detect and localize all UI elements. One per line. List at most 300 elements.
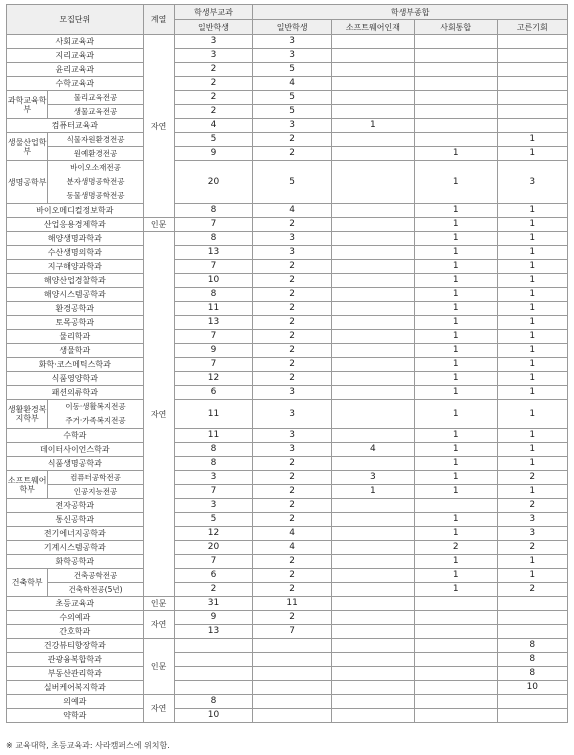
row-value: 1 — [497, 358, 567, 372]
row-group-name: 생명공학부 — [7, 161, 48, 204]
row-value: 20 — [174, 541, 253, 555]
row-value — [331, 597, 414, 611]
row-unit-name: 간호학과 — [7, 625, 144, 639]
row-value — [414, 49, 497, 63]
row-group-name: 건축학부 — [7, 569, 48, 597]
row-value: 20 — [174, 161, 253, 204]
table-row — [7, 372, 568, 386]
row-value — [331, 527, 414, 541]
header-col: 일반학생 — [174, 20, 253, 35]
row-value — [331, 316, 414, 330]
row-value: 1 — [331, 119, 414, 133]
row-value — [331, 288, 414, 302]
row-group-name: 소프트웨어학부 — [7, 471, 48, 499]
row-value — [331, 330, 414, 344]
row-value: 2 — [253, 611, 332, 625]
row-value: 1 — [497, 344, 567, 358]
row-value — [253, 695, 332, 709]
table-row — [7, 288, 568, 302]
row-value: 11 — [253, 597, 332, 611]
row-track: 자연 — [143, 695, 174, 723]
row-value — [497, 105, 567, 119]
row-value — [331, 555, 414, 569]
row-value: 2 — [497, 471, 567, 485]
row-value: 2 — [414, 541, 497, 555]
table-row — [7, 443, 568, 457]
row-value: 2 — [174, 77, 253, 91]
row-unit-name: 건축공학전공 — [48, 569, 143, 583]
row-value: 8 — [174, 695, 253, 709]
row-value: 2 — [497, 541, 567, 555]
row-value: 1 — [414, 344, 497, 358]
header-col: 고른기회 — [497, 20, 567, 35]
row-value: 7 — [174, 485, 253, 499]
row-unit-line: 주거·가족복지전공 — [65, 416, 126, 425]
row-value — [331, 274, 414, 288]
row-value: 4 — [253, 77, 332, 91]
row-value: 10 — [497, 681, 567, 695]
row-value — [414, 77, 497, 91]
row-unit-name: 산업응용경제학과 — [7, 218, 144, 232]
row-value — [497, 77, 567, 91]
row-value: 2 — [497, 499, 567, 513]
row-unit-line: 바이오소재전공 — [70, 163, 121, 172]
row-value: 1 — [497, 218, 567, 232]
row-value: 2 — [253, 499, 332, 513]
row-value: 2 — [253, 358, 332, 372]
row-value — [174, 639, 253, 653]
row-value: 1 — [414, 471, 497, 485]
row-value: 1 — [497, 485, 567, 499]
row-value: 9 — [174, 147, 253, 161]
row-value: 1 — [497, 260, 567, 274]
row-value — [331, 709, 414, 723]
table-row — [7, 63, 568, 77]
table-row — [7, 35, 568, 49]
row-value: 1 — [331, 485, 414, 499]
row-value: 5 — [253, 161, 332, 204]
row-value — [253, 639, 332, 653]
row-value: 12 — [174, 372, 253, 386]
row-unit-name: 부동산관리학과 — [7, 667, 144, 681]
table-row — [7, 597, 568, 611]
row-value: 3 — [253, 443, 332, 457]
row-unit-name: 해양생명과학과 — [7, 232, 144, 246]
row-value — [414, 597, 497, 611]
row-value: 1 — [497, 274, 567, 288]
row-unit-name: 건축학전공(5년) — [48, 583, 143, 597]
table-row — [7, 541, 568, 555]
row-value — [331, 653, 414, 667]
row-value: 2 — [253, 569, 332, 583]
row-track: 자연 — [143, 35, 174, 218]
row-group-name: 생물산업학부 — [7, 133, 48, 161]
row-value: 3 — [253, 386, 332, 400]
row-unit-name: 생물교육전공 — [48, 105, 143, 119]
row-value: 8 — [497, 667, 567, 681]
row-value: 7 — [174, 555, 253, 569]
row-unit-name: 식품생명공학과 — [7, 457, 144, 471]
table-row — [7, 499, 568, 513]
row-value: 13 — [174, 625, 253, 639]
row-value — [331, 232, 414, 246]
row-value — [331, 344, 414, 358]
row-value: 2 — [174, 105, 253, 119]
row-value: 13 — [174, 246, 253, 260]
row-value: 1 — [414, 260, 497, 274]
row-unit-name: 바이오메디컬정보학과 — [7, 204, 144, 218]
row-value: 1 — [414, 457, 497, 471]
row-unit-name: 물리교육전공 — [48, 91, 143, 105]
row-value: 1 — [414, 485, 497, 499]
table-row — [7, 105, 568, 119]
row-unit-name: 수학과 — [7, 429, 144, 443]
row-value — [331, 358, 414, 372]
row-value: 10 — [174, 709, 253, 723]
table-row — [7, 77, 568, 91]
table-row — [7, 569, 568, 583]
table-row — [7, 204, 568, 218]
row-unit-name: 윤리교육과 — [7, 63, 144, 77]
row-value — [331, 133, 414, 147]
row-unit-name: 패션의류학과 — [7, 386, 144, 400]
row-value: 1 — [497, 232, 567, 246]
row-value: 1 — [497, 330, 567, 344]
row-value — [331, 386, 414, 400]
row-value — [414, 91, 497, 105]
row-unit-name: 의예과 — [7, 695, 144, 709]
footnote: ※ 교육대학, 초등교육과: 사라캠퍼스에 위치함. — [6, 741, 170, 750]
table-row — [7, 639, 568, 653]
row-value: 1 — [497, 147, 567, 161]
table-row — [7, 457, 568, 471]
table-row — [7, 330, 568, 344]
row-value: 1 — [497, 400, 567, 429]
row-track: 인문 — [143, 218, 174, 232]
row-value: 2 — [253, 302, 332, 316]
row-value: 10 — [174, 274, 253, 288]
row-value: 1 — [414, 302, 497, 316]
row-value — [331, 204, 414, 218]
row-unit-name: 식품영양학과 — [7, 372, 144, 386]
table-row — [7, 316, 568, 330]
table-body — [7, 35, 568, 723]
row-value: 3 — [253, 400, 332, 429]
row-unit-name: 실버케어복지학과 — [7, 681, 144, 695]
row-value — [497, 91, 567, 105]
table-row — [7, 429, 568, 443]
row-unit-name: 데이터사이언스학과 — [7, 443, 144, 457]
row-unit-name: 전기에너지공학과 — [7, 527, 144, 541]
row-value — [331, 611, 414, 625]
row-value — [331, 372, 414, 386]
row-unit-name: 초등교육과 — [7, 597, 144, 611]
row-value: 1 — [497, 246, 567, 260]
row-value — [331, 91, 414, 105]
row-value — [414, 105, 497, 119]
row-value — [253, 667, 332, 681]
row-value — [331, 499, 414, 513]
row-value: 7 — [174, 358, 253, 372]
row-value — [497, 611, 567, 625]
row-value — [497, 695, 567, 709]
row-value: 2 — [174, 91, 253, 105]
row-value: 2 — [253, 583, 332, 597]
table-row — [7, 49, 568, 63]
row-value: 8 — [497, 653, 567, 667]
row-unit-name: 원예환경전공 — [48, 147, 143, 161]
row-unit-name: 약학과 — [7, 709, 144, 723]
row-value — [331, 49, 414, 63]
row-value — [253, 681, 332, 695]
row-unit-name — [48, 400, 143, 429]
row-value — [414, 695, 497, 709]
row-value: 2 — [253, 471, 332, 485]
header-unit: 모집단위 — [7, 5, 144, 35]
row-value — [331, 639, 414, 653]
row-value — [497, 709, 567, 723]
row-value: 5 — [253, 105, 332, 119]
row-value — [331, 457, 414, 471]
row-value — [414, 133, 497, 147]
table-row — [7, 91, 568, 105]
row-value: 7 — [174, 218, 253, 232]
row-unit-line: 이동·생활복지전공 — [65, 402, 126, 411]
row-unit-name: 컴퓨터교육과 — [7, 119, 144, 133]
row-unit-name: 물리학과 — [7, 330, 144, 344]
row-value: 5 — [174, 513, 253, 527]
table-row — [7, 161, 568, 204]
row-value — [414, 625, 497, 639]
row-value: 5 — [253, 91, 332, 105]
table-row — [7, 513, 568, 527]
row-value: 1 — [414, 274, 497, 288]
row-value: 12 — [174, 527, 253, 541]
row-value — [331, 513, 414, 527]
row-unit-name: 생물학과 — [7, 344, 144, 358]
row-value — [331, 400, 414, 429]
row-value — [331, 681, 414, 695]
row-value — [414, 667, 497, 681]
row-value: 2 — [497, 583, 567, 597]
row-value: 1 — [414, 161, 497, 204]
row-value: 9 — [174, 611, 253, 625]
row-value: 4 — [253, 541, 332, 555]
row-value — [253, 709, 332, 723]
header-col: 소프트웨어인재 — [331, 20, 414, 35]
row-value: 3 — [253, 232, 332, 246]
table-row — [7, 119, 568, 133]
table-row — [7, 400, 568, 429]
row-unit-name: 수학교육과 — [7, 77, 144, 91]
row-value: 3 — [497, 527, 567, 541]
row-value: 1 — [497, 386, 567, 400]
row-value: 1 — [414, 204, 497, 218]
row-value: 1 — [497, 457, 567, 471]
row-value: 1 — [497, 133, 567, 147]
row-unit-name: 사회교육과 — [7, 35, 144, 49]
row-value: 8 — [174, 288, 253, 302]
row-value: 3 — [497, 161, 567, 204]
table-row — [7, 583, 568, 597]
row-value: 2 — [253, 288, 332, 302]
table-row — [7, 527, 568, 541]
row-value — [497, 63, 567, 77]
row-value: 31 — [174, 597, 253, 611]
row-value — [414, 611, 497, 625]
row-value: 3 — [174, 499, 253, 513]
row-value — [331, 625, 414, 639]
row-value — [331, 63, 414, 77]
row-value: 1 — [414, 583, 497, 597]
row-value: 5 — [174, 133, 253, 147]
row-value — [331, 105, 414, 119]
table-row — [7, 695, 568, 709]
row-value — [414, 653, 497, 667]
row-value: 5 — [253, 63, 332, 77]
row-unit-line: 동물생명공학전공 — [66, 191, 125, 200]
row-value: 1 — [497, 316, 567, 330]
row-value — [414, 499, 497, 513]
row-value — [331, 77, 414, 91]
row-value: 1 — [414, 246, 497, 260]
row-value: 1 — [497, 204, 567, 218]
row-value: 8 — [497, 639, 567, 653]
row-track: 인문 — [143, 597, 174, 611]
header-track: 계열 — [143, 5, 174, 35]
row-value: 1 — [497, 288, 567, 302]
table-row — [7, 709, 568, 723]
row-value: 2 — [253, 133, 332, 147]
row-value: 1 — [414, 218, 497, 232]
row-value: 1 — [497, 302, 567, 316]
row-unit-name: 인공지능전공 — [48, 485, 143, 499]
table-row — [7, 147, 568, 161]
row-value: 11 — [174, 429, 253, 443]
row-unit-name: 환경공학과 — [7, 302, 144, 316]
row-unit-name: 화학·코스메틱스학과 — [7, 358, 144, 372]
row-value: 6 — [174, 386, 253, 400]
row-value: 11 — [174, 400, 253, 429]
row-value — [497, 35, 567, 49]
row-value: 1 — [414, 400, 497, 429]
row-value: 2 — [253, 316, 332, 330]
row-value — [497, 49, 567, 63]
row-value — [174, 681, 253, 695]
table-row — [7, 653, 568, 667]
row-value: 13 — [174, 316, 253, 330]
header-col: 일반학생 — [253, 20, 332, 35]
row-value: 1 — [497, 429, 567, 443]
row-value: 3 — [331, 471, 414, 485]
row-unit-name: 화학공학과 — [7, 555, 144, 569]
row-unit-name: 토목공학과 — [7, 316, 144, 330]
row-value: 3 — [174, 471, 253, 485]
row-value: 2 — [253, 274, 332, 288]
row-value: 4 — [331, 443, 414, 457]
row-value: 2 — [174, 63, 253, 77]
row-track: 자연 — [143, 232, 174, 597]
row-value: 1 — [414, 527, 497, 541]
row-unit-name: 지구해양과학과 — [7, 260, 144, 274]
row-unit-name: 컴퓨터공학전공 — [48, 471, 143, 485]
header-group-gyogwa: 학생부교과 — [174, 5, 253, 20]
row-value — [331, 569, 414, 583]
row-group-name: 과학교육학부 — [7, 91, 48, 119]
row-value: 1 — [414, 569, 497, 583]
row-track: 인문 — [143, 639, 174, 695]
row-unit-name: 건강뷰티향장학과 — [7, 639, 144, 653]
table-row — [7, 232, 568, 246]
row-value: 1 — [414, 555, 497, 569]
table-row — [7, 471, 568, 485]
row-value: 1 — [414, 288, 497, 302]
row-value: 2 — [253, 147, 332, 161]
row-value: 8 — [174, 204, 253, 218]
row-value: 1 — [497, 555, 567, 569]
row-value — [174, 653, 253, 667]
row-value: 3 — [253, 49, 332, 63]
row-value: 1 — [414, 513, 497, 527]
table-row — [7, 260, 568, 274]
row-unit-name: 수의예과 — [7, 611, 144, 625]
table-row — [7, 133, 568, 147]
header-group-jonghap: 학생부종합 — [253, 5, 568, 20]
row-value — [331, 541, 414, 555]
row-value — [414, 681, 497, 695]
row-value: 7 — [174, 260, 253, 274]
row-unit-name — [48, 161, 143, 204]
row-value: 3 — [174, 35, 253, 49]
row-value — [331, 260, 414, 274]
row-unit-line: 분자생명공학전공 — [66, 177, 125, 186]
row-unit-name: 통신공학과 — [7, 513, 144, 527]
row-unit-name: 지리교육과 — [7, 49, 144, 63]
row-value: 9 — [174, 344, 253, 358]
row-value: 3 — [174, 49, 253, 63]
row-value: 3 — [253, 246, 332, 260]
row-unit-name: 전자공학과 — [7, 499, 144, 513]
table-row — [7, 555, 568, 569]
row-track: 자연 — [143, 611, 174, 639]
row-value: 2 — [253, 457, 332, 471]
row-value — [414, 639, 497, 653]
row-value: 8 — [174, 232, 253, 246]
table-row — [7, 274, 568, 288]
row-value — [414, 119, 497, 133]
row-value: 1 — [414, 443, 497, 457]
table-row — [7, 667, 568, 681]
table-row — [7, 681, 568, 695]
row-value: 1 — [497, 372, 567, 386]
row-value — [497, 597, 567, 611]
table-row — [7, 302, 568, 316]
row-value — [331, 218, 414, 232]
row-value — [414, 35, 497, 49]
row-value — [331, 583, 414, 597]
row-unit-name: 관광융복합학과 — [7, 653, 144, 667]
row-value: 1 — [414, 386, 497, 400]
row-unit-name: 해양시스템공학과 — [7, 288, 144, 302]
row-unit-name: 기계시스템공학과 — [7, 541, 144, 555]
row-unit-name: 수산생명의학과 — [7, 246, 144, 260]
row-value — [497, 625, 567, 639]
row-value: 8 — [174, 457, 253, 471]
row-value: 1 — [414, 330, 497, 344]
row-value: 6 — [174, 569, 253, 583]
row-value: 4 — [253, 527, 332, 541]
row-value: 1 — [414, 372, 497, 386]
